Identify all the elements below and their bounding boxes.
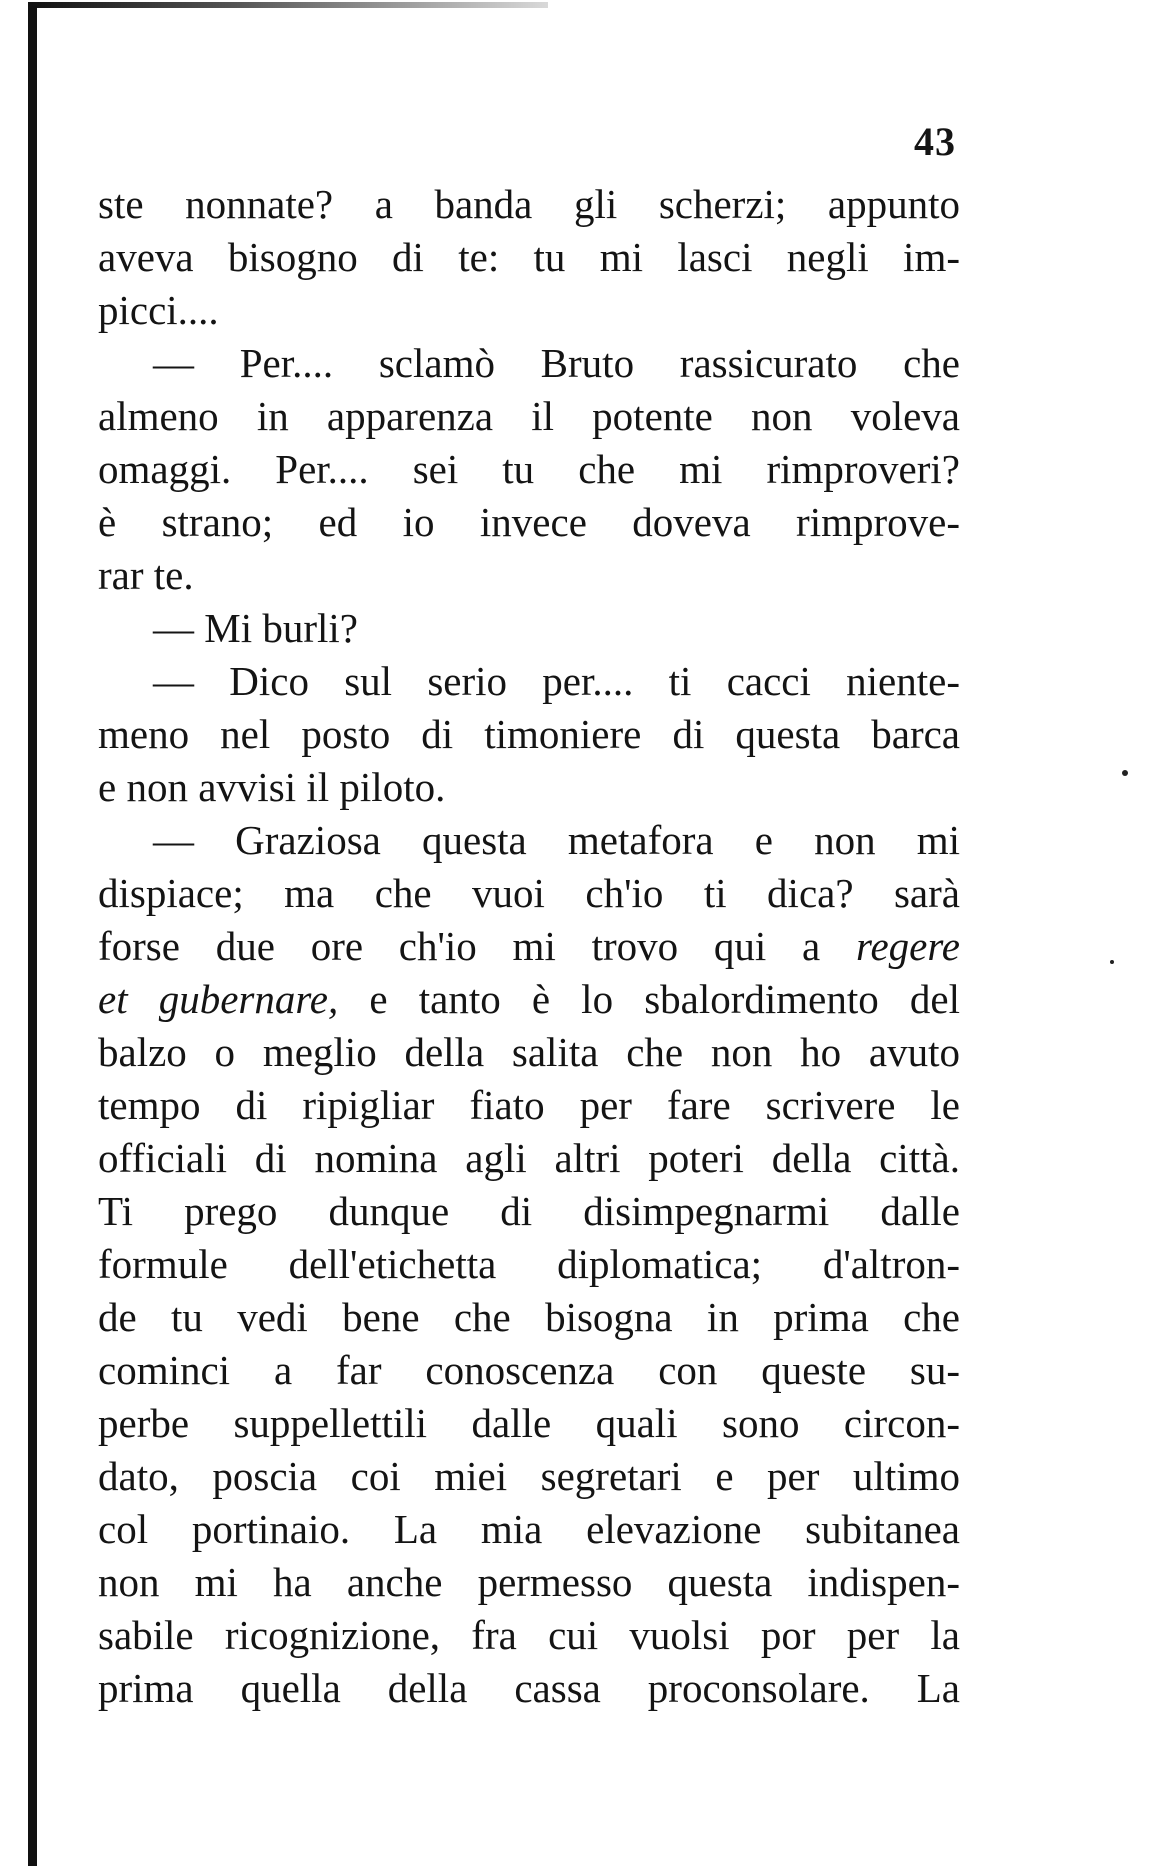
text-line: de tu vedi bene che bisogna in prima che <box>98 1294 960 1340</box>
text-line: perbe suppellettili dalle quali sono circon- <box>98 1400 960 1446</box>
text-line: dispiace; ma che vuoi ch'io ti dica? sarà <box>98 870 960 916</box>
text-line: sabile ricognizione, fra cui vuolsi por per la <box>98 1612 960 1658</box>
text-line: — Graziosa questa metafora e non mi <box>153 817 960 863</box>
text-run: e tanto è lo sbalordimento del <box>338 976 960 1022</box>
text-line: meno nel posto di timoniere di questa barca <box>98 711 960 757</box>
text-line: balzo o meglio della salita che non ho avuto <box>98 1029 960 1075</box>
text-line: ste nonnate? a banda gli scherzi; appunto <box>98 181 960 227</box>
text-line: prima quella della cassa proconsolare. La <box>98 1665 960 1711</box>
text-line: omaggi. Per.... sei tu che mi rimproveri? <box>98 446 960 492</box>
text-line: dato, poscia coi miei segretari e per ultimo <box>98 1453 960 1499</box>
text-line: — Dico sul serio per.... ti cacci niente- <box>153 658 960 704</box>
text-line: è strano; ed io invece doveva rimprove- <box>98 499 960 545</box>
italic-run: regere <box>856 923 960 969</box>
text-line: officiali di nomina agli altri poteri della città. <box>98 1135 960 1181</box>
text-line: Ti prego dunque di disimpegnarmi dalle <box>98 1188 960 1234</box>
text-line: almeno in apparenza il potente non voleva <box>98 393 960 439</box>
text-line: tempo di ripigliar fiato per fare scrivere le <box>98 1082 960 1128</box>
page-top-edge <box>28 2 548 8</box>
text-line: formule dell'etichetta diplomatica; d'altron- <box>98 1241 960 1287</box>
body-text <box>98 178 960 1715</box>
italic-run: et gubernare, <box>98 976 339 1022</box>
text-line: col portinaio. La mia elevazione subitanea <box>98 1506 960 1552</box>
text-line: picci.... <box>98 287 219 333</box>
text-line: e non avvisi il piloto. <box>98 764 446 810</box>
page-number: 43 <box>914 119 956 164</box>
ink-speck <box>1110 960 1114 964</box>
text-line: — Per.... sclamò Bruto rassicurato che <box>153 340 960 386</box>
text-line: non mi ha anche permesso questa indispen- <box>98 1559 960 1605</box>
text-line: aveva bisogno di te: tu mi lasci negli im- <box>98 234 960 280</box>
text-line <box>98 920 960 973</box>
text-line: cominci a far conoscenza con queste su- <box>98 1347 960 1393</box>
text-line: — Mi burli? <box>153 605 358 651</box>
book-spine-shadow <box>28 6 37 1866</box>
ink-speck <box>1122 770 1128 776</box>
text-line <box>98 973 960 1026</box>
text-run: forse due ore ch'io mi trovo qui a <box>98 923 857 969</box>
text-line: rar te. <box>98 552 194 598</box>
